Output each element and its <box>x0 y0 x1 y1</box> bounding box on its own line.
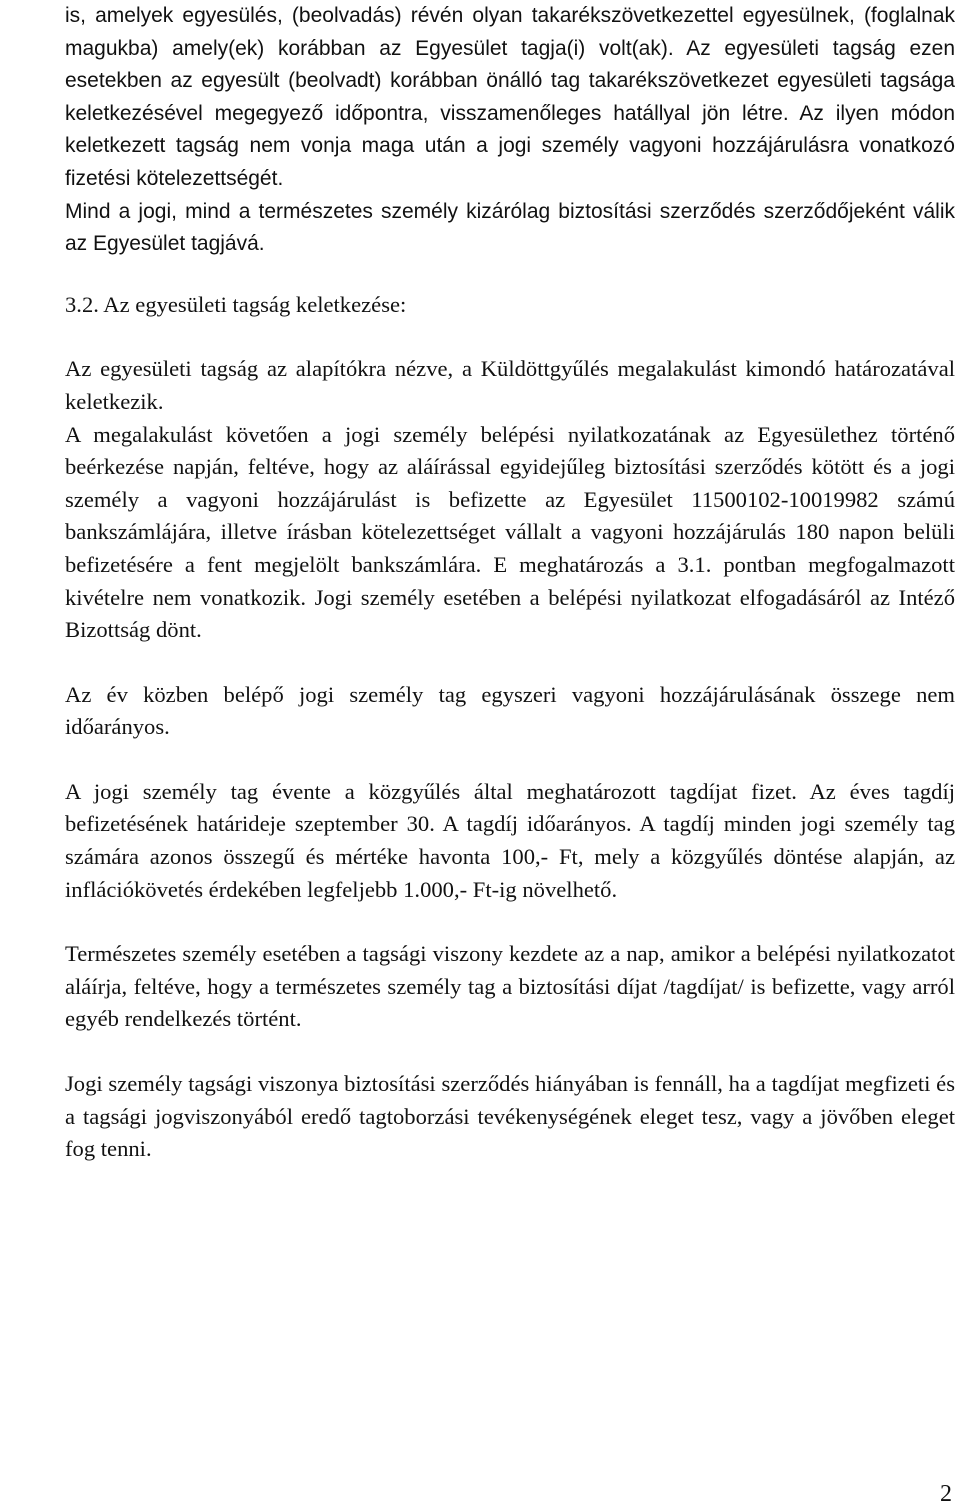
paragraph-legal-person-without-contract: Jogi személy tagsági viszonya biztosítási szerződés hiányában is fennáll, ha a tagdíjat megfizeti és a tagsági jogviszonyából eredő tagtoborzási tevékenységének eleget tesz, vagy a jövőben eleget fog tenni. <box>65 1071 955 1162</box>
paragraph-membership-fee: A jogi személy tag évente a közgyűlés által meghatározott tagdíjat fizet. Az éves tagdíj befizetésének határideje szeptember 30. A tagdíj időarányos. A tagdíj minden jogi személy tag számára azonos összegű és mértéke havonta 100,- Ft, mely a közgyűlés döntése alapján, az inflációkövetés érdekében legfeljebb 1.000,- Ft-ig növelhető. <box>65 778 955 902</box>
document-page <box>65 0 955 1166</box>
section-heading-3-2: 3.2. Az egyesületi tagság keletkezése: <box>65 291 407 317</box>
paragraph-natural-person-membership: Természetes személy esetében a tagsági viszony kezdete az a nap, amikor a belépési nyilatkozatot aláírja, feltéve, hogy a természetes személy tag a biztosítási díjat /tagdíjat/ is befizette, vagy arról egyéb rendelkezés történt. <box>65 941 955 1032</box>
paragraph-contribution-not-proportional: Az év közben belépő jogi személy tag egyszeri vagyoni hozzájárulásának összege nem időarányos. <box>65 681 955 740</box>
page-number: 2 <box>940 1481 952 1507</box>
paragraph-legal-person-joining: A megalakulást követően a jogi személy belépési nyilatkozatának az Egyesülethez történő beérkezése napján, feltéve, hogy az aláírással egyidejűleg biztosítási szerződés kötött és a jogi személy a vagyoni hozzájárulást is befizette az Egyesület 11500102-10019982 számú bankszámlájára, illetve írásban kötelezettséget vállalt a vagyoni hozzájárulás 180 napon belüli befizetésére a fent megjelölt bankszámlára. E meghatározás a 3.1. pontban megfogalmazott kivételre nem vonatkozik. Jogi személy esetében a belépési nyilatkozat elfogadásáról az Intéző Bizottság dönt. <box>65 421 955 643</box>
paragraph-merger-membership: is, amelyek egyesülés, (beolvadás) révén olyan takarékszövetkezettel egyesülnek, (foglalnak magukba) amely(ek) korábban az Egyesület tagja(i) volt(ak). Az egyesületi tagság ezen esetekben az egyesült (beolvadt) korábban önálló tag takarékszövetkezet egyesületi tagsága keletkezésével megegyező időpontra, visszamenőleges hatállyal jön létre. Az ilyen módon keletkezett tagság nem vonja maga után a jogi személy vagyoni hozzájárulásra vonatkozó fizetési kötelezettségét. <box>65 4 955 190</box>
paragraph-founders-membership: Az egyesületi tagság az alapítókra nézve, a Küldöttgyűlés megalakulást kimondó határozatával keletkezik. <box>65 356 955 414</box>
paragraph-membership-condition: Mind a jogi, mind a természetes személy kizárólag biztosítási szerződés szerződőjeként válik az Egyesület tagjává. <box>65 199 955 256</box>
